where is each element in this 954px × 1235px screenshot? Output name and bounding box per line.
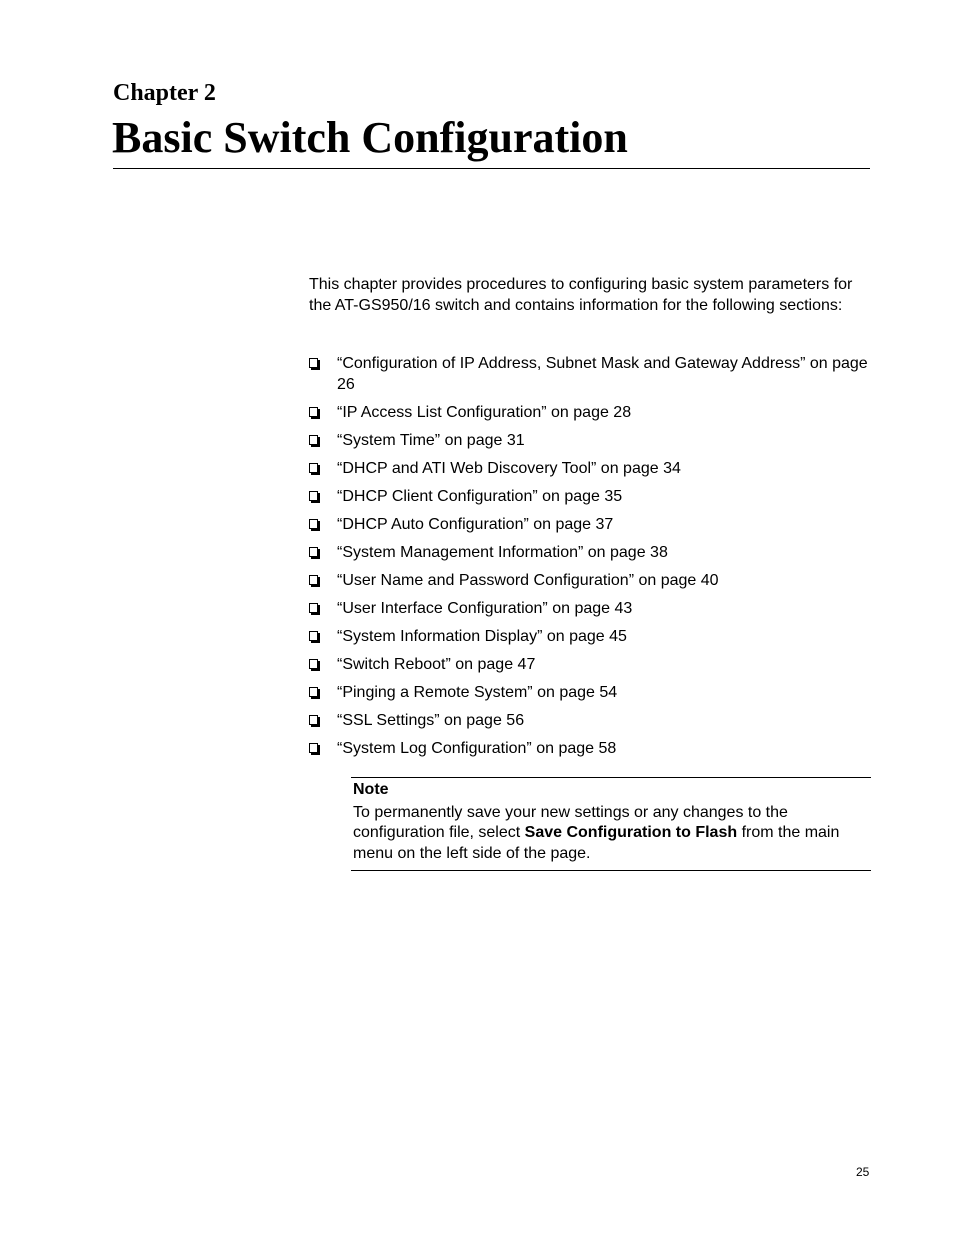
list-item — [309, 738, 874, 759]
list-item — [309, 458, 874, 479]
list-item — [309, 626, 874, 647]
bullet-icon — [309, 407, 318, 417]
list-item — [309, 486, 874, 507]
list-item — [309, 542, 874, 563]
bullet-icon — [309, 715, 318, 725]
list-item — [309, 514, 874, 535]
list-item-text: “DHCP and ATI Web Discovery Tool” on page 34 — [337, 460, 681, 477]
note-heading: Note — [353, 781, 389, 798]
list-item — [309, 353, 874, 395]
list-item-text: “Switch Reboot” on page 47 — [337, 656, 536, 673]
bullet-icon — [309, 743, 318, 753]
list-item — [309, 654, 874, 675]
list-item-text: “System Log Configuration” on page 58 — [337, 740, 617, 757]
bullet-icon — [309, 491, 318, 501]
list-item-text: “System Management Information” on page 38 — [337, 544, 668, 561]
bullet-icon — [309, 463, 318, 473]
list-item-text: “Configuration of IP Address, Subnet Mask and Gateway Address” on page 26 — [337, 355, 868, 393]
list-item-text: “Pinging a Remote System” on page 54 — [337, 684, 618, 701]
bullet-icon — [309, 358, 318, 368]
bullet-icon — [309, 547, 318, 557]
page-number: 25 — [856, 1165, 870, 1179]
list-item-text: “IP Access List Configuration” on page 28 — [337, 404, 632, 421]
list-item-text: “System Time” on page 31 — [337, 432, 525, 449]
note-box — [351, 777, 871, 871]
note-text-bold: Save Configuration to Flash — [524, 824, 738, 841]
bullet-icon — [309, 575, 318, 585]
bullet-icon — [309, 519, 318, 529]
list-item-text: “User Interface Configuration” on page 43 — [337, 600, 633, 617]
bullet-icon — [309, 631, 318, 641]
note-text-before: To permanently save your new settings or any changes to the configuration file, select — [353, 803, 788, 841]
list-item-text: “System Information Display” on page 45 — [337, 628, 627, 645]
list-item — [309, 402, 874, 423]
note-text-after: from the main menu on the left side of the page. — [353, 824, 840, 862]
bullet-icon — [309, 435, 318, 445]
bullet-icon — [309, 659, 318, 669]
title-divider — [113, 168, 870, 169]
list-item-text: “SSL Settings” on page 56 — [337, 712, 525, 729]
list-item-text: “DHCP Client Configuration” on page 35 — [337, 488, 623, 505]
bullet-icon — [309, 687, 318, 697]
section-list — [309, 353, 874, 766]
list-item — [309, 710, 874, 731]
list-item — [309, 598, 874, 619]
list-item — [309, 570, 874, 591]
bullet-icon — [309, 603, 318, 613]
list-item — [309, 682, 874, 703]
list-item-text: “User Name and Password Configuration” on page 40 — [337, 572, 719, 589]
chapter-title: Basic Switch Configuration — [112, 113, 628, 162]
list-item-text: “DHCP Auto Configuration” on page 37 — [337, 516, 614, 533]
note-text — [353, 803, 871, 865]
intro-paragraph: This chapter provides procedures to configuring basic system parameters for the AT-GS950/16 switch and contains information for the following sections: — [309, 276, 853, 314]
list-item — [309, 430, 874, 451]
chapter-label: Chapter 2 — [113, 80, 216, 106]
